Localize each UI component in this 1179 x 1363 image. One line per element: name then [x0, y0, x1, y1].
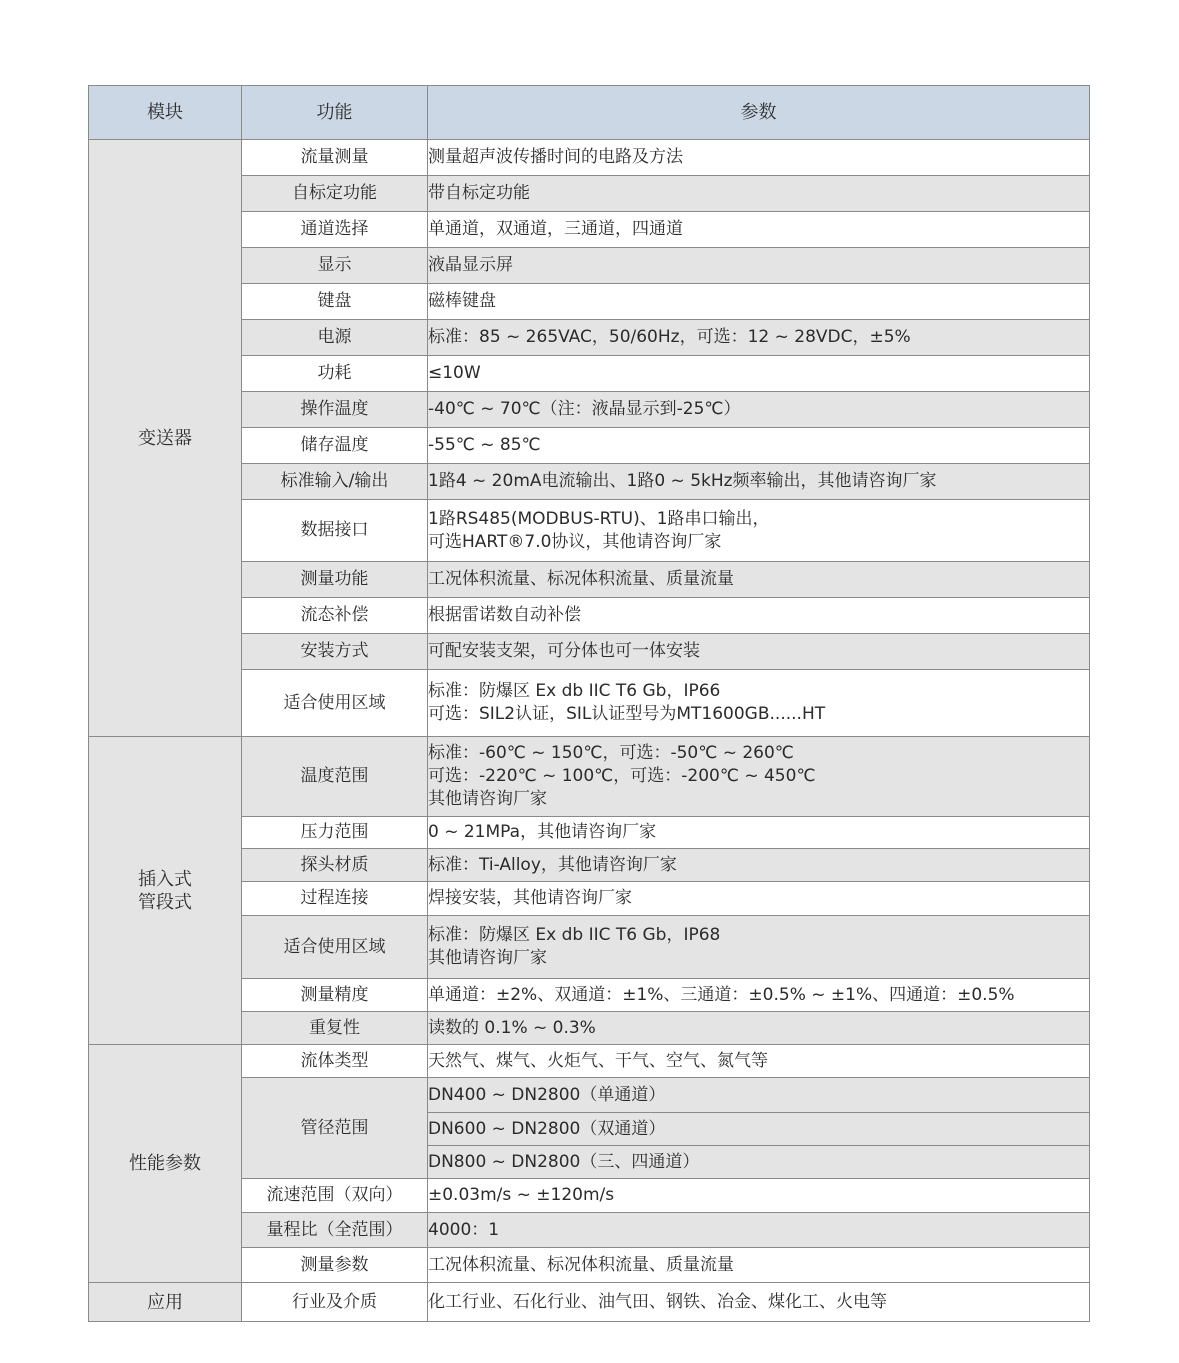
- param-line: 根据雷诺数自动补偿: [428, 605, 581, 625]
- function-cell: 流速范围（双向）: [242, 1179, 428, 1213]
- function-cell: 电源: [242, 320, 428, 356]
- param-line: DN400 ~ DN2800（单通道）: [428, 1084, 666, 1105]
- params-cell: [428, 1283, 1090, 1322]
- function-cell: 适合使用区域: [242, 670, 428, 737]
- params-cell: [428, 670, 1090, 737]
- function-cell: 显示: [242, 248, 428, 284]
- module-cell: [89, 1283, 242, 1322]
- module-label: 变送器: [138, 427, 192, 449]
- params-cell: [428, 428, 1090, 464]
- function-cell: 适合使用区域: [242, 916, 428, 979]
- function-cell: 测量精度: [242, 979, 428, 1012]
- param-line: -55℃ ~ 85℃: [428, 435, 541, 455]
- params-cell: [428, 176, 1090, 212]
- function-cell: 流量测量: [242, 140, 428, 176]
- module-label: 管段式: [138, 891, 192, 913]
- params-cell: [428, 140, 1090, 176]
- param-line: 其他请咨询厂家: [428, 789, 547, 809]
- param-line: ≤10W: [428, 363, 481, 383]
- function-cell: 压力范围: [242, 817, 428, 849]
- function-cell: 测量参数: [242, 1248, 428, 1283]
- params-cell: [428, 1045, 1090, 1078]
- param-line: 其他请咨询厂家: [428, 948, 547, 968]
- params-cell: [428, 1179, 1090, 1213]
- params-cell: [428, 1113, 1090, 1146]
- function-cell: 重复性: [242, 1012, 428, 1045]
- param-line: 0 ~ 21MPa，其他请咨询厂家: [428, 822, 657, 842]
- param-line: 标准：85 ~ 265VAC，50/60Hz，可选：12 ~ 28VDC，±5%: [428, 327, 911, 347]
- param-line: 1路RS485(MODBUS-RTU)、1路串口输出，: [428, 508, 770, 529]
- table-row: [89, 1283, 1090, 1322]
- module-label: 应用: [147, 1291, 183, 1313]
- params-cell: [428, 284, 1090, 320]
- param-line: 可选：-220℃ ~ 100℃，可选：-200℃ ~ 450℃: [428, 766, 816, 786]
- params-cell: [428, 598, 1090, 634]
- table-row: [89, 737, 1090, 817]
- params-cell: [428, 356, 1090, 392]
- param-line: 单通道，双通道，三通道，四通道: [428, 219, 683, 239]
- params-cell: [428, 634, 1090, 670]
- param-line: 4000：1: [428, 1219, 500, 1240]
- param-line: 天然气、煤气、火炬气、干气、空气、氮气等: [428, 1050, 768, 1071]
- function-cell: 管径范围: [242, 1078, 428, 1179]
- function-cell: 标准输入/输出: [242, 464, 428, 500]
- function-cell: 安装方式: [242, 634, 428, 670]
- table-row: [89, 1045, 1090, 1078]
- module-cell: [89, 737, 242, 1045]
- function-cell: 量程比（全范围）: [242, 1213, 428, 1248]
- header-function: 功能: [242, 86, 428, 140]
- module-cell: [89, 140, 242, 737]
- param-line: 标准：Ti-Alloy，其他请咨询厂家: [428, 854, 677, 875]
- function-cell: 通道选择: [242, 212, 428, 248]
- table-row: [89, 140, 1090, 176]
- param-line: 读数的 0.1% ~ 0.3%: [428, 1017, 596, 1038]
- params-cell: [428, 248, 1090, 284]
- header-module: 模块: [89, 86, 242, 140]
- module-label: 性能参数: [129, 1153, 201, 1174]
- param-line: 带自标定功能: [428, 183, 530, 203]
- param-line: 标准：-60℃ ~ 150℃，可选：-50℃ ~ 260℃: [428, 743, 794, 763]
- param-line: DN600 ~ DN2800（双通道）: [428, 1118, 666, 1139]
- function-cell: 温度范围: [242, 737, 428, 817]
- params-cell: [428, 464, 1090, 500]
- param-line: 单通道：±2%、双通道：±1%、三通道：±0.5% ~ ±1%、四通道：±0.5%: [428, 984, 1015, 1005]
- table-body: [89, 140, 1090, 1322]
- param-line: -40℃ ~ 70℃（注：液晶显示到-25℃）: [428, 399, 741, 419]
- params-cell: [428, 1146, 1090, 1179]
- function-cell: 储存温度: [242, 428, 428, 464]
- params-cell: [428, 562, 1090, 598]
- function-cell: 探头材质: [242, 849, 428, 882]
- function-cell: 流体类型: [242, 1045, 428, 1078]
- param-line: 工况体积流量、标况体积流量、质量流量: [428, 1254, 734, 1275]
- params-cell: [428, 212, 1090, 248]
- function-cell: 数据接口: [242, 500, 428, 562]
- params-cell: [428, 916, 1090, 979]
- param-line: 可配安装支架，可分体也可一体安装: [428, 641, 700, 661]
- module-cell: [89, 1045, 242, 1283]
- param-line: 焊接安装，其他请咨询厂家: [428, 888, 632, 908]
- params-cell: [428, 1078, 1090, 1113]
- param-line: 工况体积流量、标况体积流量、质量流量: [428, 569, 734, 589]
- function-cell: 测量功能: [242, 562, 428, 598]
- params-cell: [428, 1248, 1090, 1283]
- params-cell: [428, 817, 1090, 849]
- function-cell: 键盘: [242, 284, 428, 320]
- param-line: 1路4 ~ 20mA电流输出、1路0 ~ 5kHz频率输出，其他请咨询厂家: [428, 471, 937, 491]
- function-cell: 操作温度: [242, 392, 428, 428]
- param-line: ±0.03m/s ~ ±120m/s: [428, 1185, 615, 1205]
- params-cell: [428, 392, 1090, 428]
- module-label: 插入式: [138, 868, 192, 890]
- param-line: 磁棒键盘: [428, 291, 496, 311]
- params-cell: [428, 737, 1090, 817]
- params-cell: [428, 320, 1090, 356]
- param-line: 液晶显示屏: [428, 255, 513, 275]
- function-cell: 过程连接: [242, 882, 428, 916]
- param-line: 标准：防爆区 Ex db IIC T6 Gb，IP66: [428, 681, 721, 701]
- params-cell: [428, 1012, 1090, 1045]
- param-line: 测量超声波传播时间的电路及方法: [428, 147, 683, 167]
- function-cell: 功耗: [242, 356, 428, 392]
- header-row: [89, 86, 1090, 140]
- params-cell: [428, 500, 1090, 562]
- param-line: 化工行业、石化行业、油气田、钢铁、冶金、煤化工、火电等: [428, 1291, 887, 1312]
- params-cell: [428, 1213, 1090, 1248]
- params-cell: [428, 849, 1090, 882]
- param-line: 可选：SIL2认证，SIL认证型号为MT1600GB......HT: [428, 704, 826, 724]
- function-cell: 流态补偿: [242, 598, 428, 634]
- params-cell: [428, 979, 1090, 1012]
- params-cell: [428, 882, 1090, 916]
- param-line: DN800 ~ DN2800（三、四通道）: [428, 1151, 700, 1172]
- header-params: 参数: [428, 86, 1090, 140]
- function-cell: 行业及介质: [242, 1283, 428, 1322]
- param-line: 可选HART®7.0协议，其他请咨询厂家: [428, 531, 722, 552]
- spec-table: [88, 85, 1090, 1322]
- function-cell: 自标定功能: [242, 176, 428, 212]
- param-line: 标准：防爆区 Ex db IIC T6 Gb，IP68: [428, 925, 721, 945]
